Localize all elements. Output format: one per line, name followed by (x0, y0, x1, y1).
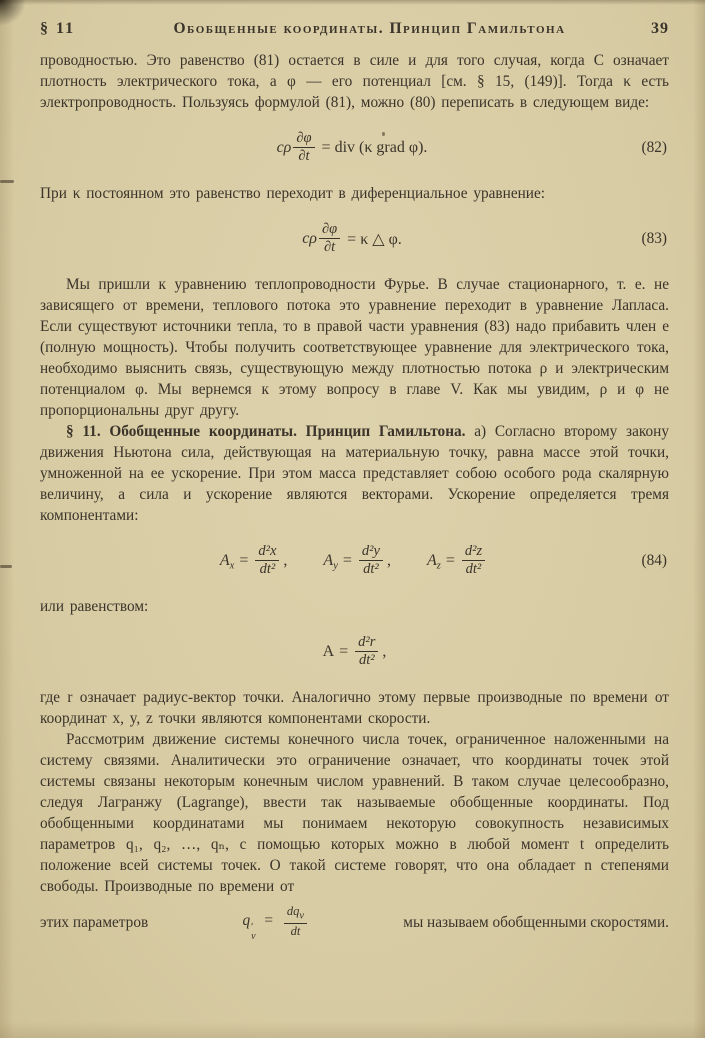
equation-84 (40, 538, 669, 584)
term-subscript: y (333, 560, 338, 572)
equals-sign: = (264, 912, 274, 930)
fraction-denominator: dt (284, 923, 307, 939)
equation-lead: A (322, 643, 335, 660)
fraction-numerator: d²z (464, 542, 483, 559)
term-subscript: z (436, 560, 441, 572)
equation-83-fraction (319, 222, 340, 256)
fraction-denominator: dt² (359, 560, 383, 578)
lastline-prefix: этих параметров (40, 914, 149, 932)
term-comma: , (386, 551, 391, 569)
term-fraction (462, 544, 485, 578)
equation-83-rhs: = κ △ φ. (347, 231, 402, 248)
term-base: A (323, 551, 334, 569)
equation-84-number: (84) (641, 552, 667, 569)
term-subscript: x (229, 560, 235, 572)
page-header (40, 20, 669, 38)
ink-speck (0, 565, 12, 568)
paragraph-kappa-constant: При κ постоянном это равенство переходит в диференциальное уравнение: (40, 185, 546, 202)
equation-84-term-y (323, 544, 391, 578)
ink-speck (0, 180, 14, 183)
fraction-denominator: ∂t (293, 147, 314, 165)
equation-83-number: (83) (641, 230, 667, 247)
section-number: § 11 (40, 20, 76, 37)
fraction-numerator: ∂φ (321, 220, 338, 237)
q-supsub (251, 924, 255, 941)
equation-83 (40, 216, 669, 262)
fraction-numerator: d²y (361, 542, 380, 559)
fraction-denominator: dt² (355, 651, 378, 669)
inline-formula-q-dot (242, 905, 309, 941)
page-number: 39 (651, 20, 669, 37)
numerator-main: dq (286, 904, 300, 918)
q-subscript: ν (251, 930, 256, 942)
equation-82-lead: cρ (276, 139, 292, 156)
lastline-suffix: мы называем обобщенными скоростями. (403, 914, 669, 932)
equation-83-lead: cρ (302, 230, 317, 247)
equation-comma: , (382, 643, 387, 660)
equals-sign: = (342, 551, 352, 569)
fraction-numerator: ∂φ (296, 129, 312, 146)
section-11-heading: § 11. Обобщенные координаты. Принцип Гамильтона. (66, 423, 466, 440)
q-base: q (242, 912, 251, 930)
equation-82-fraction (293, 131, 314, 165)
running-title: Обобщенные координаты. Принцип Гамильтона (173, 20, 566, 37)
term-fraction (359, 544, 383, 578)
paragraph-fourier: Мы пришли к уравнению теплопроводности Фурье. В случае стационарного, т. е. не зависящего от времени, теплового потока это уравнение переходит в уравнение Лапласа. Если существуют источники тепла, то в правой части уравнения (83) надо прибавить член e (полную мощность). Чтобы получить соответствующее уравнение для электрического тока, необходимо выяснить связь, существующую между плотностью потока ρ и электрическим потенциалом φ. Мы вернемся к этому вопросу в главе V. Как мы увидим, ρ и φ не пропорциональны друг другу. (40, 276, 669, 419)
equation-vector-acceleration (40, 629, 669, 675)
section-11-text: а) Согласно второму закону движения Ньютона сила, действующая на материальную точку, равна массе этой точки, умноженной на ее ускорение. При этом масса представляет собою особого рода скалярную величину, а сила и ускорение являются векторами. Ускорение определяется тремя компонентами: (40, 423, 669, 524)
paragraph-conductivity: проводностью. Это равенство (81) остается в силе и для того случая, когда C означает плотность электрического тока, а φ — его потенциал [см. § 15, (149)]. Тогда κ есть электропроводность. Пользуясь формулой (81), можно (80) переписать в следующем виде: (40, 52, 669, 111)
fraction-numerator: d²x (258, 542, 277, 559)
paragraph-radius-vector: где r означает радиус-вектор точки. Аналогично этому первые производные по времени от координат x, y, z точки являются компонентами скорости. (40, 689, 669, 727)
numerator-subscript: ν (299, 910, 305, 922)
equals-sign: = (445, 551, 455, 569)
fraction-numerator: d²r (358, 633, 376, 650)
equals-sign: = (339, 643, 349, 660)
term-base: A (426, 551, 437, 569)
fraction-denominator: dt² (462, 560, 485, 578)
term-fraction (255, 544, 279, 578)
paragraph-section-11 (40, 421, 669, 526)
equation-82 (40, 125, 669, 171)
q-prime: ′ (251, 922, 254, 934)
equation-82-rhs: = div (κ grad φ). (321, 139, 428, 156)
equation-84-term-x (220, 544, 288, 578)
inline-fraction (284, 905, 307, 938)
term-base: A (219, 551, 230, 569)
term-comma: , (283, 551, 288, 569)
fraction-numerator (284, 905, 307, 923)
equation-82-number: (82) (641, 139, 667, 156)
fraction-denominator: ∂t (319, 238, 340, 256)
paragraph-or-equality: или равенством: (40, 598, 149, 615)
equation-84-term-z (427, 544, 489, 578)
equation-fraction (355, 635, 378, 669)
paragraph-generalized-velocities (40, 905, 669, 941)
equation-84-terms (220, 544, 489, 578)
paragraph-generalized-coordinates: Рассмотрим движение системы конечного числа точек, ограниченное наложенными на систему связями. Аналитически это ограничение означает, что координаты точек этой системы связаны некоторым конечным числом уравнений. В таком случае целесообразно, следуя Лагранжу (Lagrange), ввести так называемые обобщенные координаты. Под обобщенными координатами мы понимаем некоторую совокупность независимых параметров q₁, q₂, …, qₙ, с помощью которых можно в любой момент t определить положение всей системы точек. О такой системе говорят, что она обладает n степенями свободы. Производные по времени от (40, 731, 669, 895)
equals-sign: = (239, 551, 249, 569)
fraction-denominator: dt² (255, 560, 279, 578)
